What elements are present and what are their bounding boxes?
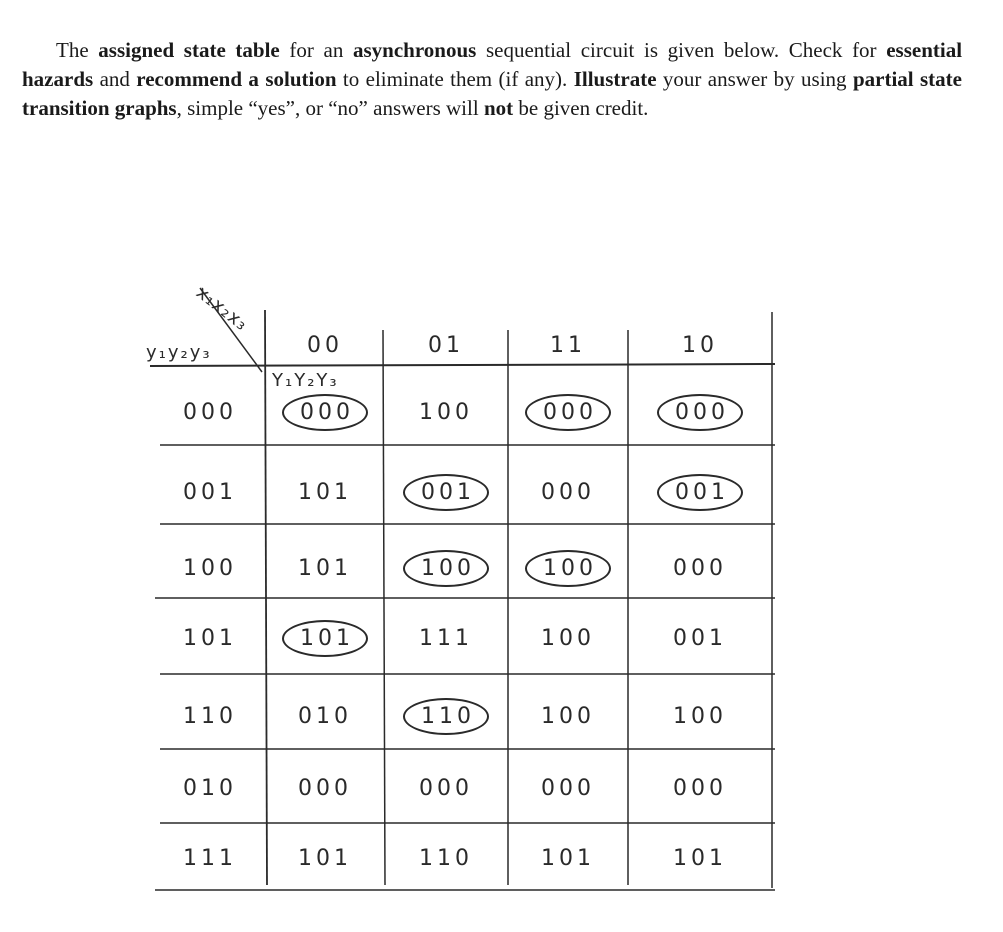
next-state-cell: 110 [419, 845, 473, 871]
problem-statement: The assigned state table for an asynchronous sequential circuit is given below. Check for essential hazards and recommend a solution to eliminate them (if any). Illustrate your answer by using partial state transition graphs, simple “yes”, or “no” answers will not be given credit. [22, 38, 963, 120]
next-state-cell: 000 [298, 775, 352, 801]
stable-state-cell: 110 [386, 696, 506, 736]
stable-state-cell: 100 [508, 548, 628, 588]
next-state-cell: 000 [419, 775, 473, 801]
next-state-cell: 100 [673, 703, 727, 729]
row-state-label: 111 [183, 845, 237, 871]
row-state-label: 000 [183, 399, 237, 425]
next-state-cell: 101 [541, 845, 595, 871]
next-state-cell: 101 [298, 845, 352, 871]
input-variables-label: x₁x₂x₃ [192, 282, 252, 336]
next-state-cell: 000 [673, 555, 727, 581]
stable-state-cell: 100 [386, 548, 506, 588]
stable-state-cell: 101 [265, 618, 385, 658]
next-state-cell: 001 [673, 625, 727, 651]
stable-state-cell: 001 [640, 472, 760, 512]
next-state-cell: 100 [419, 399, 473, 425]
column-header: 11 [550, 332, 586, 358]
column-header: 00 [307, 332, 343, 358]
next-state-cell: 100 [541, 703, 595, 729]
next-state-cell: 111 [419, 625, 473, 651]
stable-state-cell: 000 [265, 392, 385, 432]
next-state-label: Y₁Y₂Y₃ [272, 370, 339, 391]
next-state-cell: 000 [541, 775, 595, 801]
next-state-cell: 101 [298, 555, 352, 581]
row-state-label: 110 [183, 703, 237, 729]
stable-state-cell: 001 [386, 472, 506, 512]
next-state-cell: 010 [298, 703, 352, 729]
row-state-label: 101 [183, 625, 237, 651]
row-state-label: 010 [183, 775, 237, 801]
next-state-cell: 101 [673, 845, 727, 871]
stable-state-cell: 000 [508, 392, 628, 432]
next-state-cell: 000 [541, 479, 595, 505]
row-state-label: 001 [183, 479, 237, 505]
next-state-cell: 100 [541, 625, 595, 651]
next-state-cell: 000 [673, 775, 727, 801]
column-header: 10 [682, 332, 718, 358]
state-variables-label: y₁y₂y₃ [146, 342, 212, 363]
next-state-cell: 101 [298, 479, 352, 505]
stable-state-cell: 000 [640, 392, 760, 432]
row-state-label: 100 [183, 555, 237, 581]
column-header: 01 [428, 332, 464, 358]
